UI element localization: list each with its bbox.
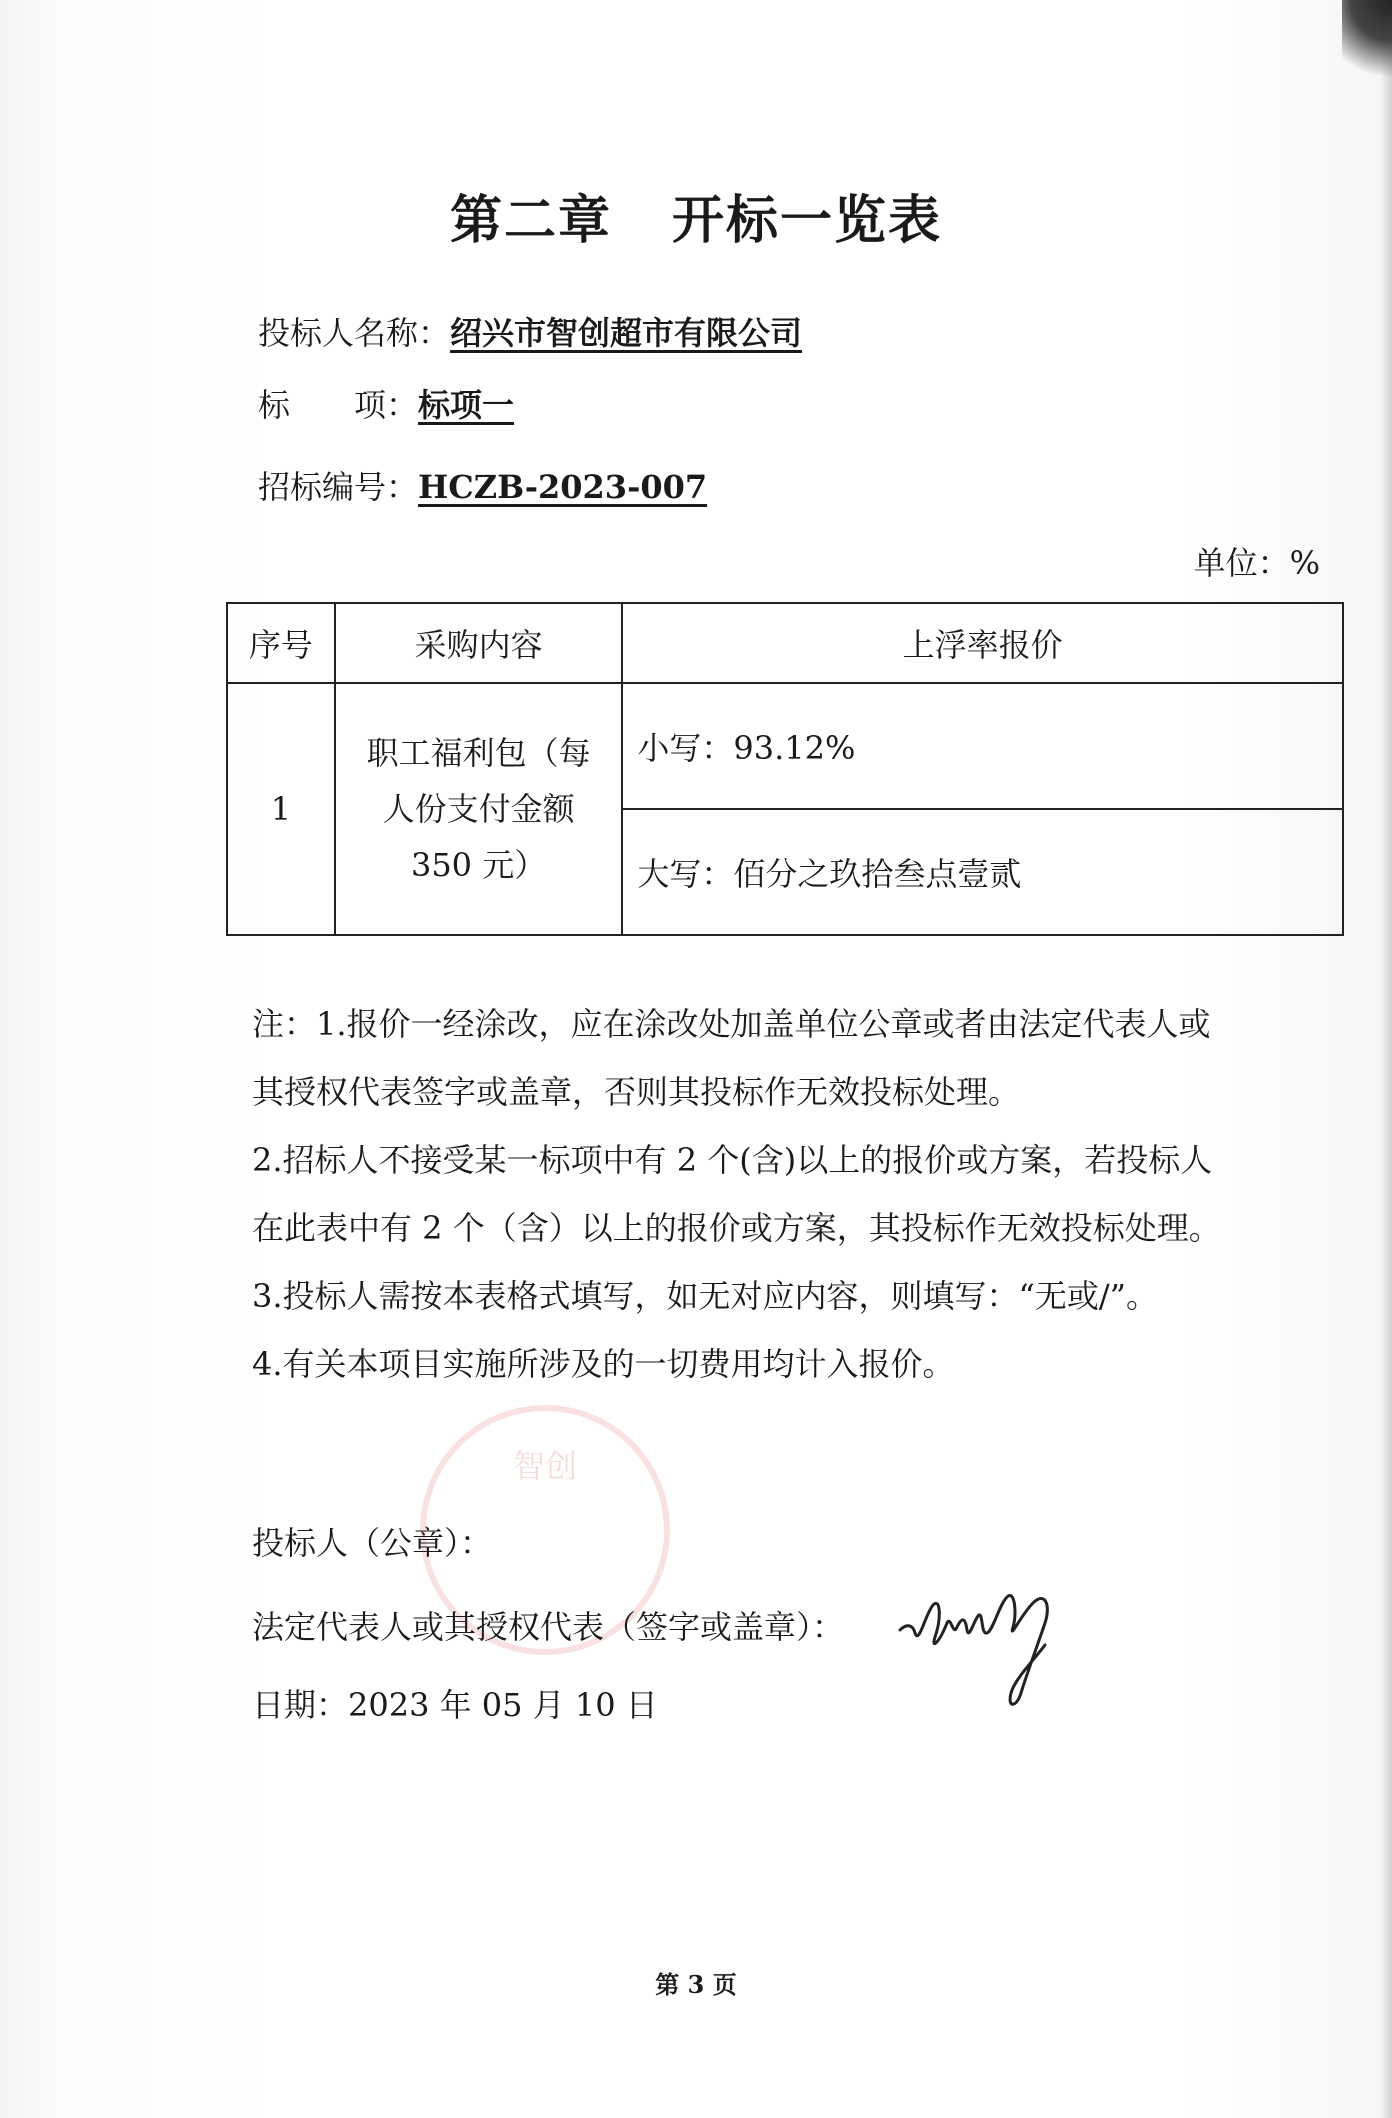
item-line: 人份支付金额 — [382, 790, 575, 828]
header-index: 序号 — [227, 603, 335, 683]
note-line: 2.招标人不接受某一标项中有 2 个(含)以上的报价或方案，若投标人 — [252, 1141, 1213, 1179]
note-line: 其授权代表签字或盖章，否则其投标作无效投标处理。 — [252, 1073, 1021, 1111]
page-number: 第 3 页 — [655, 1970, 737, 1999]
bidder-value: 绍兴市智创超市有限公司 — [450, 314, 803, 352]
item-line: 职工福利包（每 — [366, 734, 591, 772]
note-line: 4.有关本项目实施所涉及的一切费用均计入报价。 — [252, 1345, 955, 1383]
bidder-label: 投标人名称： — [258, 314, 451, 352]
notes-section — [252, 990, 1342, 1398]
item-line: 350 元） — [410, 846, 547, 884]
bidder-line — [258, 308, 802, 354]
representative-line: 法定代表人或其授权代表（签字或盖章）： — [252, 1608, 845, 1646]
row-index: 1 — [227, 683, 335, 935]
note-line: 在此表中有 2 个（含）以上的报价或方案，其投标作无效投标处理。 — [252, 1209, 1221, 1247]
note-line: 注：1.报价一经涂改，应在涂改处加盖单位公章或者由法定代表人或 — [252, 1005, 1211, 1043]
price-lowercase: 小写：93.12% — [622, 683, 1343, 809]
note-line: 3.投标人需按本表格式填写，如无对应内容，则填写：“无或/”。 — [252, 1277, 1159, 1315]
table-header-row — [227, 603, 1343, 683]
header-price: 上浮率报价 — [622, 603, 1343, 683]
seal-text: 智创 — [512, 1447, 577, 1485]
row-item — [335, 683, 623, 935]
price-uppercase: 大写：佰分之玖拾叁点壹贰 — [622, 809, 1343, 935]
header-item: 采购内容 — [335, 603, 623, 683]
lot-line — [258, 380, 514, 426]
chapter-label: 第二章 — [449, 190, 612, 251]
unit-label: 单位：% — [1193, 544, 1320, 582]
tender-no-line — [258, 462, 707, 508]
lot-label: 标 项： — [258, 386, 419, 424]
tender-no-label: 招标编号： — [258, 468, 419, 506]
title-name: 开标一览表 — [672, 190, 943, 251]
handwritten-signature — [895, 1575, 1085, 1715]
bidder-seal-line: 投标人（公章）： — [252, 1524, 493, 1562]
page-title — [0, 178, 1392, 253]
page-corner-shadow — [1342, 0, 1392, 90]
page-edge-shadow — [1380, 0, 1392, 2118]
bid-table — [226, 602, 1344, 936]
lot-value: 标项一 — [418, 386, 515, 424]
table-row — [227, 683, 1343, 809]
tender-no-value: HCZB-2023-007 — [418, 468, 708, 506]
date-line: 日期：2023 年 05 月 10 日 — [252, 1686, 658, 1724]
